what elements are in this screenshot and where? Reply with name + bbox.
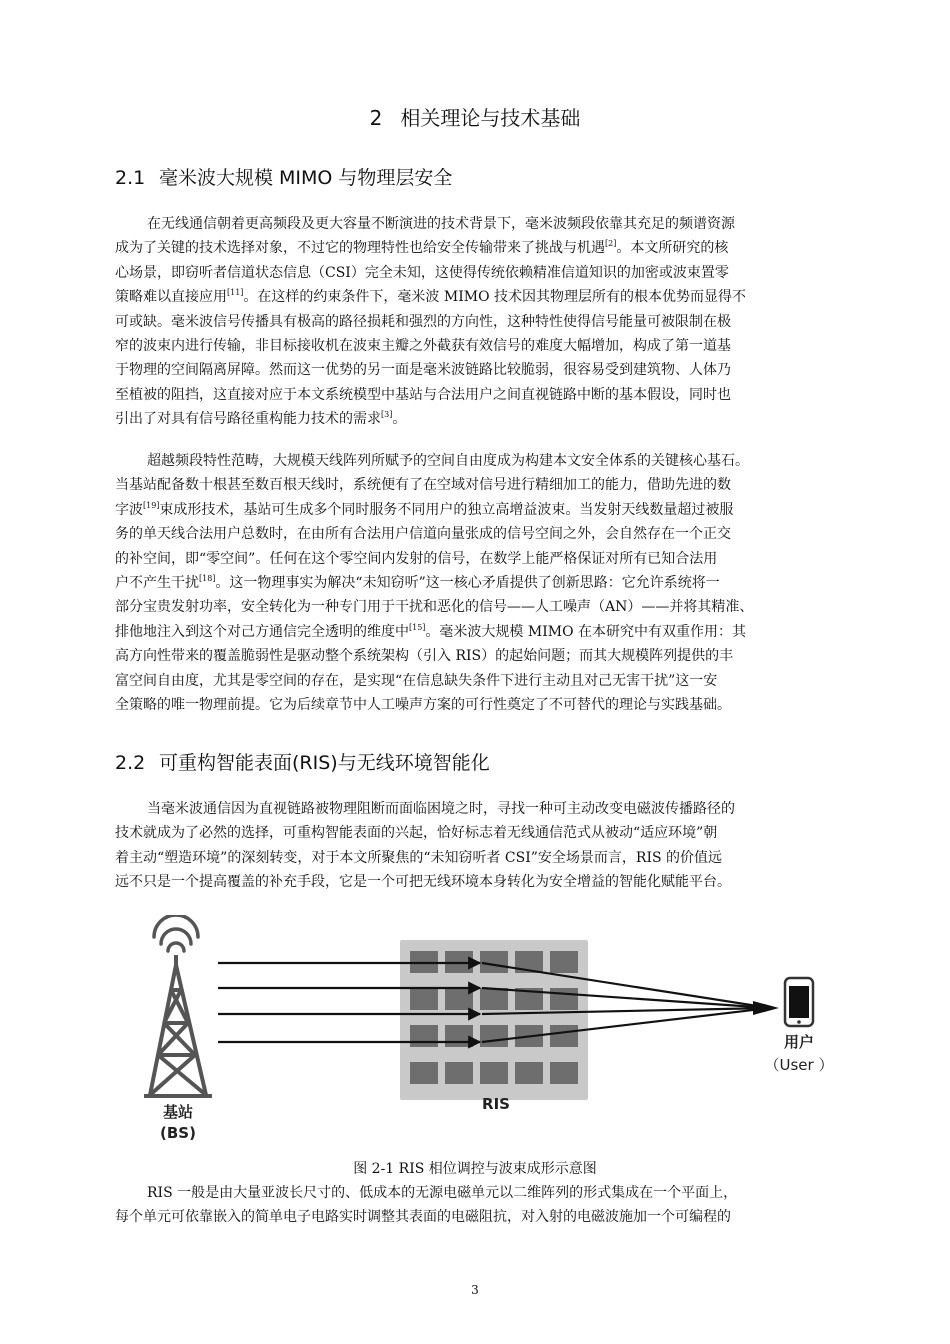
citation: [2] [605,239,617,249]
section-title: 可重构智能表面(RIS)与无线环境智能化 [159,752,490,774]
text-line: 引出了对具有信号路径重构能力技术的需求[3]。 [115,410,407,428]
text-line: 每个单元可依靠嵌入的简单电子电路实时调整其表面的电磁阻抗，对入射的电磁波施加一个可编程的 [115,1209,731,1226]
user-label: 用户 [783,1033,815,1051]
section-number: 2.1 [115,167,146,189]
ris-element [480,1062,508,1084]
ris-label: RIS [482,1095,510,1113]
text-line: 户不产生干扰[18]。这一物理事实为解决“未知窃听”这一核心矛盾提供了创新思路：它允许系统将一 [115,573,720,591]
section-heading-2-2 [115,748,490,775]
chapter-heading [0,102,950,131]
figure-caption: 图 2-1 RIS 相位调控与波束成形示意图 [353,1161,597,1177]
section-number: 2.2 [115,752,146,774]
base-station-tower-icon [144,955,212,1096]
citation: [15] [409,622,426,632]
text-line: 高方向性带来的覆盖脆弱性是驱动整个系统架构（引入 RIS）的起始问题；而其大规模阵列提供的丰 [115,648,734,665]
bs-label: 基站 [162,1103,194,1121]
text-line: 可或缺。毫米波信号传播具有极高的路径损耗和强烈的方向性，这种特性使得信号能量可被限制在极 [115,313,731,330]
text-line: 于物理的空间隔离屏障。然而这一优势的另一面是毫米波链路比较脆弱，很容易受到建筑物、人体乃 [115,362,731,379]
ris-element [445,988,473,1010]
text-line: 排他地注入到这个对己方通信完全透明的维度中[15]。毫米波大规模 MIMO 在本研究中有双重作用：其 [115,622,746,640]
text-line: 在无线通信朝着更高频段及更大容量不断演进的技术背景下，毫米波频段依靠其充足的频谱资源 [147,216,735,232]
text-line: 务的单天线合法用户总数时，在由所有合法用户信道向量张成的信号空间之外，会自然存在一个正交 [115,526,731,543]
figure-diagram [120,915,840,1145]
citation: [18] [199,573,216,583]
convergence-arrowhead [753,1001,779,1015]
text-line: 技术就成为了必然的选择，可重构智能表面的兴起，恰好标志着无线通信范式从被动“适应环境”朝 [115,825,718,842]
paragraph-4 [115,1181,859,1230]
text-line: 心场景，即窃听者信道状态信息（CSI）完全未知，这使得传统依赖精准信道知识的加密或波束置零 [115,264,729,281]
chapter-number: 2 [369,106,383,130]
ris-element [480,951,508,973]
ris-element [410,1025,438,1047]
ris-element [550,1062,578,1084]
text-line: 着主动“塑造环境”的深刻转变，对于本文所聚焦的“未知窃听者 CSI”安全场景而言，RIS 的价值远 [115,849,723,866]
page-number: 3 [471,1283,479,1297]
text-line: 的补空间，即“零空间”。任何在这个零空间内发射的信号，在数学上能严格保证对所有已知合法用 [115,550,718,567]
ris-element [550,951,578,973]
ris-element [445,1025,473,1047]
text-line: 当毫米波通信因为直视链路被物理阻断而面临困境之时，寻找一种可主动改变电磁波传播路径的 [147,801,735,817]
text-line: 当基站配备数十根甚至数百根天线时，系统便有了在空域对信号进行精细加工的能力，借助先进的数 [115,477,731,494]
text-line: 富空间自由度，尤其是零空间的存在，是实现“在信息缺失条件下进行主动且对己无害干扰”这一安 [115,672,718,689]
paragraph-3 [115,797,859,895]
section-title: 毫米波大规模 MIMO 与物理层安全 [159,167,453,189]
citation: [11] [227,288,244,298]
ris-element [480,1025,508,1047]
text-line: RIS 一般是由大量亚波长尺寸的、低成本的无源电磁单元以二维阵列的形式集成在一个平面上， [147,1185,738,1201]
ris-element [515,1062,543,1084]
ris-element [410,988,438,1010]
paragraph-1 [115,212,859,432]
bs-label-en: (BS) [160,1124,196,1142]
text-line: 成为了关键的技术选择对象，不过它的物理特性也给安全传输带来了挑战与机遇[2]。本文所研究的核 [115,239,729,257]
citation: [3] [381,410,393,420]
text-line: 全策略的唯一物理前提。它为后续章节中人工噪声方案的可行性奠定了不可替代的理论与实践基础。 [115,696,731,713]
ris-element [410,1062,438,1084]
ris-element [550,988,578,1010]
paragraph-2 [115,449,859,717]
chapter-title: 相关理论与技术基础 [400,106,581,130]
smartphone-icon [785,978,813,1026]
text-line: 远不只是一个提高覆盖的补充手段，它是一个可把无线环境本身转化为安全增益的智能化赋能平台。 [115,874,731,891]
text-line: 策略难以直接应用[11]。在这样的约束条件下，毫米波 MIMO 技术因其物理层所有的根本优势而显得不 [115,288,746,306]
figure-ris-beamforming [120,915,840,1145]
user-label-en: （User ） [764,1056,834,1074]
text-line: 字波[19]束成形技术，基站可生成多个同时服务不同用户的独立高增益波束。当发射天线数量超过被服 [115,500,734,518]
citation: [19] [143,500,160,510]
section-heading-2-1 [115,163,452,190]
text-line: 至植被的阻挡，这直接对应于本文系统模型中基站与合法用户之间直视链路中断的基本假设，同时也 [115,386,731,403]
text-line: 超越频段特性范畴，大规模天线阵列所赋予的空间自由度成为构建本文安全体系的关键核心基石。 [147,453,749,469]
text-line: 部分宝贵发射功率，安全转化为一种专门用于干扰和恶化的信号——人工噪声（AN）——并将其精准、 [115,599,754,616]
ris-element [445,1062,473,1084]
signal-waves-icon [154,915,198,951]
ris-element [550,1025,578,1047]
text-line: 窄的波束内进行传输，非目标接收机在波束主瓣之外截获有效信号的难度大幅增加，构成了第一道基 [115,337,731,354]
ris-element [480,988,508,1010]
